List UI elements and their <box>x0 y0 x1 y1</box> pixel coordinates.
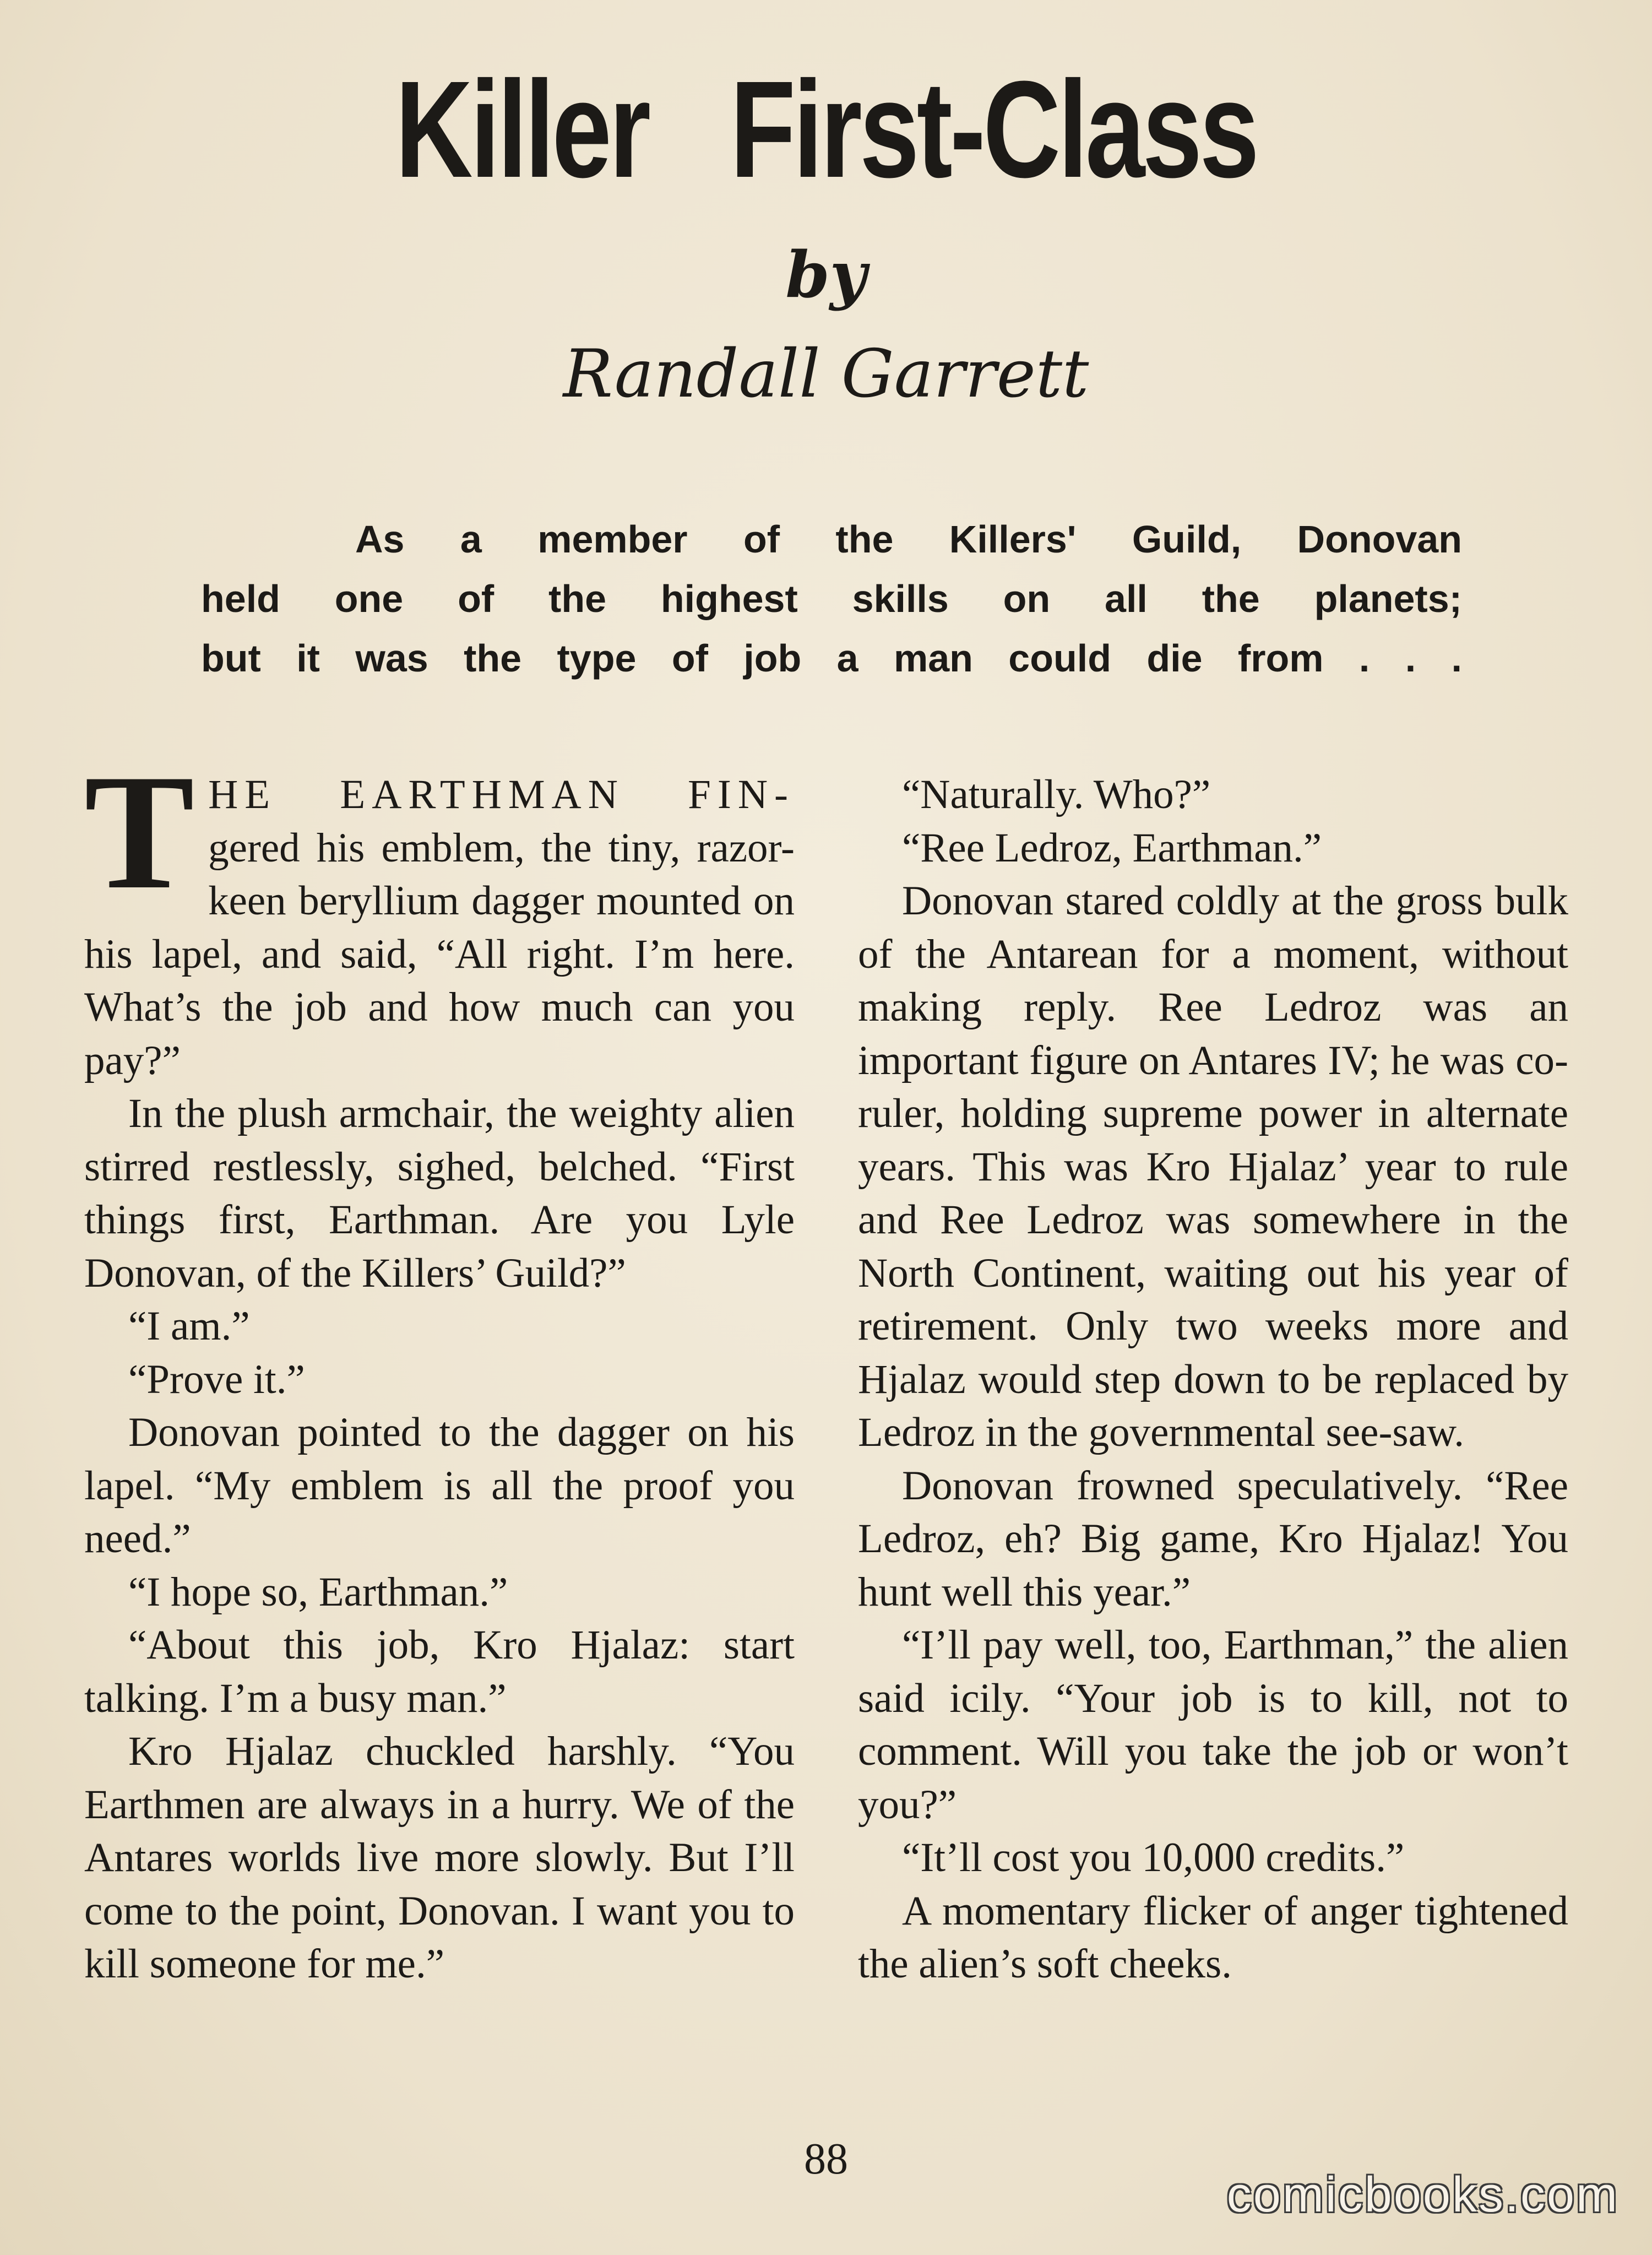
paragraph: “Naturally. Who?” <box>902 772 1211 817</box>
opening-paragraph <box>84 740 795 1087</box>
blurb-line-3: but it was the type of job a man could die from . . . <box>201 637 1462 680</box>
text-column-left <box>84 740 795 1991</box>
paragraph: “I’ll pay well, too, Earthman,” the alien said icily. “Your job is to kill, not to comment. Will you take the job or won’t you?” <box>858 1622 1568 1828</box>
paragraph: “Prove it.” <box>128 1356 305 1402</box>
watermark: comicbooks.com <box>1226 2167 1619 2223</box>
paragraph: Donovan pointed to the dagger on his lapel. “My emblem is all the proof you need.” <box>84 1410 795 1562</box>
opening-caps: HE EARTHMAN FIN- <box>208 772 795 817</box>
paragraph: In the plush armchair, the weighty alien stirred restlessly, sighed, belched. “First things first, Earthman. Are you Lyle Donovan, of the Killers’ Guild?” <box>84 1091 795 1296</box>
paragraph: “About this job, Kro Hjalaz: start talking. I’m a busy man.” <box>84 1622 795 1721</box>
byline-by: by <box>785 238 867 312</box>
text-column-right <box>858 768 1568 1991</box>
paragraph: Donovan frowned speculatively. “Ree Ledroz, eh? Big game, Kro Hjalaz! You hunt well this year.” <box>858 1462 1568 1615</box>
paragraph: “I hope so, Earthman.” <box>128 1569 508 1615</box>
paragraph: “Ree Ledroz, Earthman.” <box>902 825 1322 871</box>
paragraph: “I am.” <box>128 1303 250 1349</box>
page-number: 88 <box>804 2135 848 2183</box>
paragraph: A momentary flicker of anger tightened the alien’s soft cheeks. <box>858 1888 1568 1987</box>
blurb-line-1: As a member of the Killers' Guild, Donovan <box>355 518 1462 561</box>
drop-cap: T <box>84 740 195 923</box>
blurb-line-2: held one of the highest skills on all the planets; <box>201 577 1462 620</box>
paragraph: gered his emblem, the tiny, razor-keen beryllium dagger mounted on his lapel, and said, “All right. I’m here. What’s the job and how much can you pay?” <box>84 825 795 1083</box>
paragraph: Kro Hjalaz chuckled harshly. “You Earthmen are always in a hurry. We of the Antares worlds live more slowly. But I’ll come to the point, Donovan. I want you to kill someone for me.” <box>84 1728 795 1987</box>
paragraph: Donovan stared coldly at the gross bulk of the Antarean for a moment, without making reply. Ree Ledroz was an important figure on Antares IV; he was co-ruler, holding supreme power in alternate years. This was Kro Hjalaz’ year to rule and Ree Ledroz was somewhere in the North Continent, waiting out his year of retirement. Only two weeks more and Hjalaz would step down to be replaced by Ledroz in the governmental see-saw. <box>858 878 1568 1455</box>
story-blurb <box>201 509 1462 688</box>
paragraph: “It’ll cost you 10,000 credits.” <box>902 1835 1405 1880</box>
story-title: Killer First-Class <box>395 52 1257 206</box>
author-name: Randall Garrett <box>563 336 1089 413</box>
